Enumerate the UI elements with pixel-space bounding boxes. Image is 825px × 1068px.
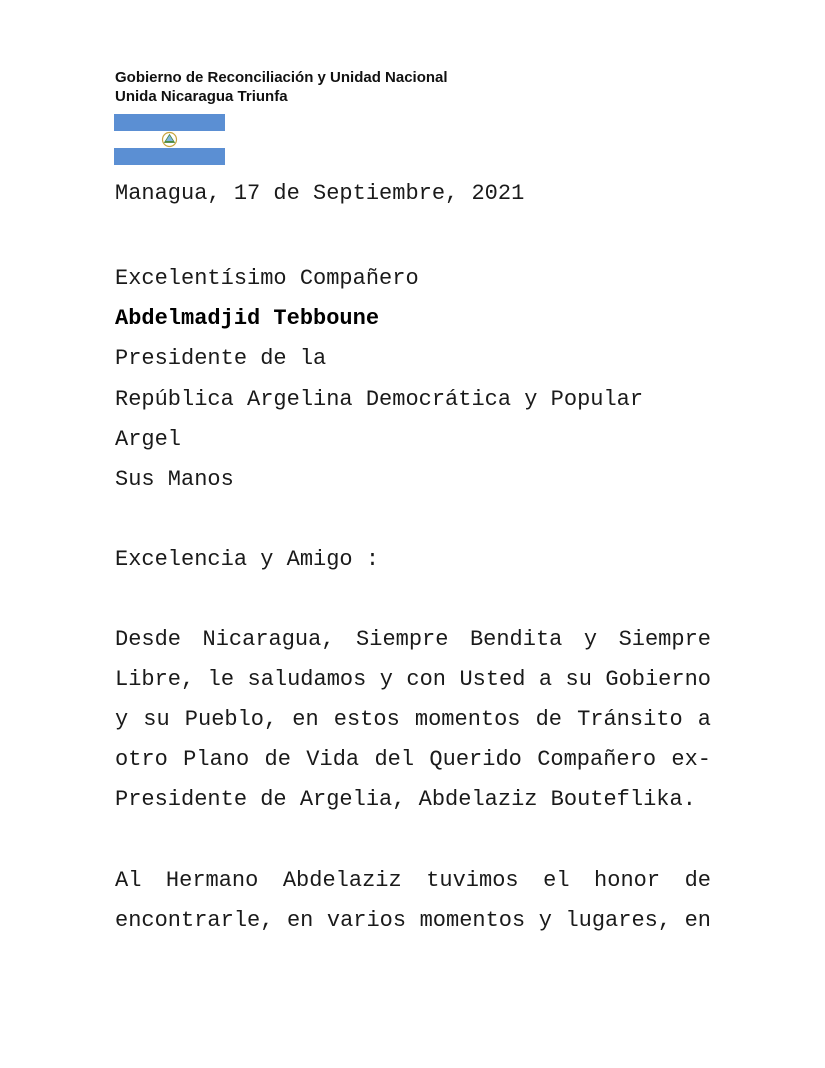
paragraph-line: otro Plano de Vida del Querido Compañero ex- [115, 747, 711, 772]
paragraph-memory [115, 861, 711, 941]
recipient-delivery-note: Sus Manos [115, 467, 234, 492]
letterhead [115, 68, 448, 106]
paragraph-line: Libre, le saludamos y con Usted a su Gobierno [115, 667, 711, 692]
recipient-role: Presidente de la [115, 346, 327, 371]
paragraph-line: Presidente de Argelia, Abdelaziz Bouteflika. [115, 787, 696, 812]
date-line: Managua, 17 de Septiembre, 2021 [115, 181, 525, 206]
letterhead-slogan: Unida Nicaragua Triunfa [115, 88, 288, 105]
recipient-city: Argel [115, 427, 182, 452]
recipient-country: República Argelina Democrática y Popular [115, 387, 644, 412]
paragraph-condolence [115, 620, 711, 820]
nicaragua-flag-icon [114, 114, 225, 165]
paragraph-line: y su Pueblo, en estos momentos de Tránsito a [115, 707, 711, 732]
recipient-name: Abdelmadjid Tebboune [115, 306, 380, 331]
paragraph-line: encontrarle, en varios momentos y lugares, en [115, 908, 711, 933]
paragraph-line: Al Hermano Abdelaziz tuvimos el honor de [115, 868, 711, 893]
letterhead-government-name: Gobierno de Reconciliación y Unidad Nacional [115, 69, 448, 86]
paragraph-line: Desde Nicaragua, Siempre Bendita y Siempre [115, 627, 711, 652]
recipient-salutation-title: Excelentísimo Compañero [115, 266, 419, 291]
greeting: Excelencia y Amigo : [115, 547, 380, 572]
